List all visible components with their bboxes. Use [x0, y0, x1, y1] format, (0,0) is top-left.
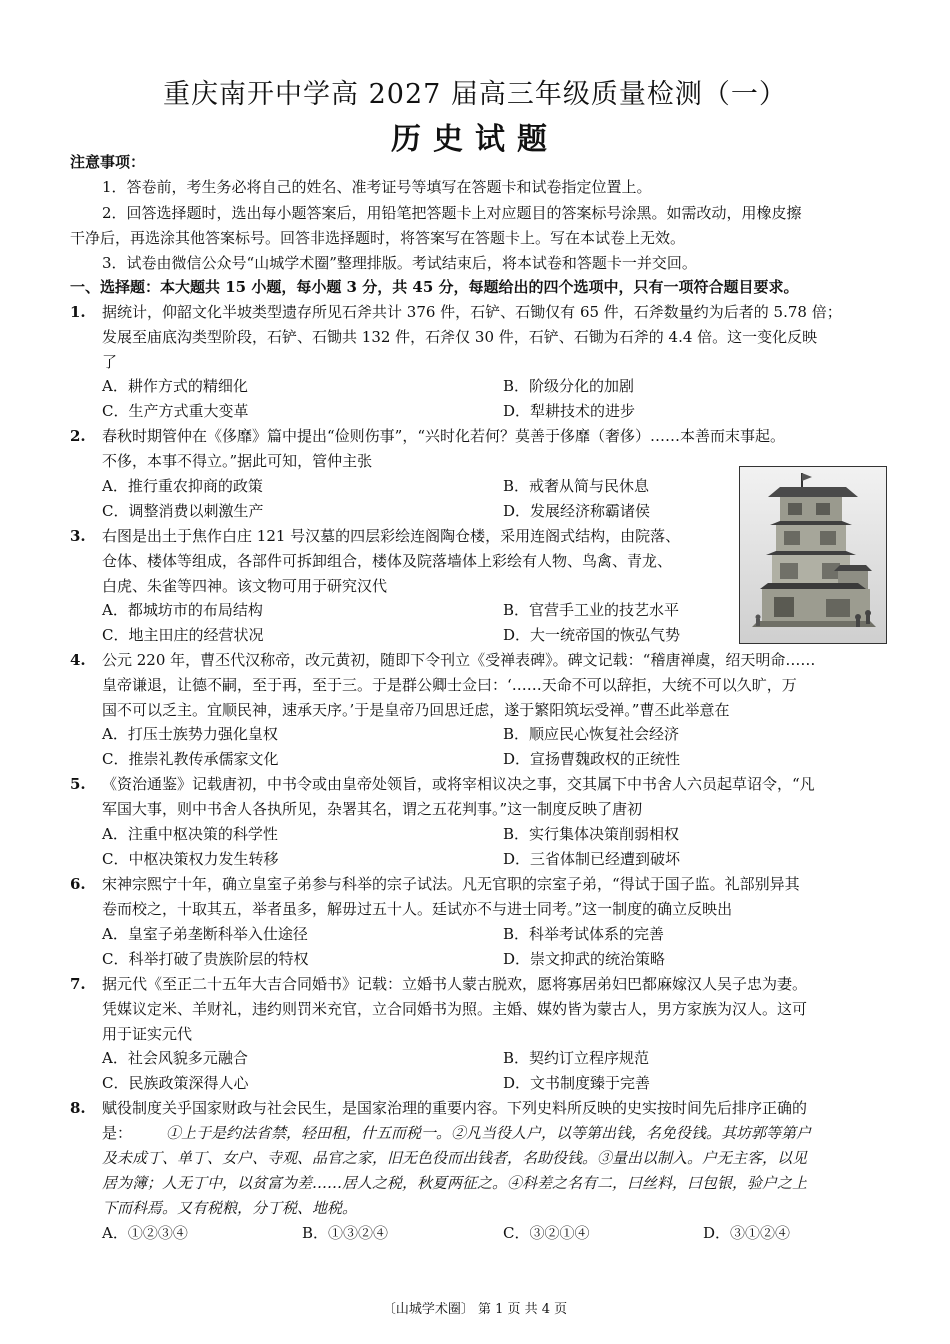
question-8-option-d: D．③①②④: [703, 1224, 791, 1242]
notice-heading: 注意事项：: [70, 153, 146, 171]
question-1-option-c: C．生产方式重大变革: [102, 402, 249, 420]
question-7-number: 7.: [70, 975, 86, 993]
page-footer: 〔山城学术圈〕 第 1 页 共 4 页: [382, 1302, 568, 1317]
question-7-text-1: 据元代《至正二十五年大吉合同婚书》记载：立婚书人蒙古脱欢，愿将寡居弟妇巴都麻嫁汉人吴子忠为妻。: [102, 975, 808, 993]
question-7-option-b: B．契约订立程序规范: [503, 1049, 650, 1067]
question-6-text-2: 卷而校之，十取其五，举者虽多，解毋过五十人。廷试亦不与进士同考。”这一制度的确立反映出: [102, 900, 733, 918]
question-1-text-1: 据统计，仰韶文化半坡类型遗存所见石斧共计 376 件，石铲、石锄仅有 65 件，石斧数量约为后者的 5.78 倍；: [102, 303, 842, 321]
question-1-option-d: D．犁耕技术的进步: [503, 402, 636, 420]
exam-title: 重庆南开中学高 2027 届高三年级质量检测（一）: [163, 79, 787, 110]
question-5-text-2: 军国大事，则中书舍人各执所见，杂署其名，谓之五花判事。”这一制度反映了唐初: [102, 800, 643, 818]
question-8-source-text-4: 下而科焉。又有税粮，分丁税、地税。: [102, 1199, 358, 1217]
exam-subject: 历史试题: [391, 122, 559, 157]
question-2-text-2: 不侈，本事不得立。”据此可知，管仲主张: [102, 452, 373, 470]
question-6-option-a: A．皇室子弟垄断科举入仕途径: [102, 925, 308, 943]
question-6-option-b: B．科举考试体系的完善: [503, 925, 665, 943]
question-8-number: 8.: [70, 1099, 86, 1117]
question-8-source-text-1: ①上于是约法省禁，轻田租，什五而税一。②凡当役人户，以等第出钱，名免役钱。其坊郭等第户: [166, 1124, 812, 1142]
question-1-text-3: 了: [102, 353, 118, 371]
question-1-option-b: B．阶级分化的加剧: [503, 377, 635, 395]
question-8-option-c: C．③②①④: [503, 1224, 590, 1242]
question-4-option-c: C．推崇礼教传承儒家文化: [102, 750, 279, 768]
question-4-text-1: 公元 220 年，曹丕代汉称帝，改元黄初，随即下令刊立《受禅表碑》。碑文记载：“稽唐禅虞，绍天明命……: [102, 651, 816, 669]
notice-line-1: 1．答卷前，考生务必将自己的姓名、准考证号等填写在答题卡和试卷指定位置上。: [102, 178, 652, 196]
question-3-text-3: 白虎、朱雀等四神。该文物可用于研究汉代: [102, 577, 388, 595]
question-8-source-text-3: 居为簿；人无丁中，以贫富为差……居人之税，秋夏两征之。④科差之名有二，曰丝料，曰包银，验户之上: [102, 1174, 808, 1192]
question-2-option-c: C．调整消费以刺激生产: [102, 502, 264, 520]
question-8-option-b: B．①③②④: [302, 1224, 389, 1242]
question-8-text-1: 赋役制度关乎国家财政与社会民生，是国家治理的重要内容。下列史料所反映的史实按时间先后排序正确的: [102, 1099, 808, 1117]
question-4-text-2: 皇帝谦退，让德不嗣，至于再，至于三。于是群公卿士佥曰：‘……天命不可以辞拒，大统不可以久旷，万: [102, 676, 797, 694]
question-1-number: 1.: [70, 303, 86, 321]
question-4-text-3: 国不可以乏主。宜顺民神，速承天序。’于是皇帝乃回思迁虑，遂于繁阳筑坛受禅。”曹丕此举意在: [102, 701, 730, 719]
question-3-number: 3.: [70, 527, 86, 545]
question-3-option-d: D．大一统帝国的恢弘气势: [503, 626, 681, 644]
question-2-text-1: 春秋时期管仲在《侈靡》篇中提出“俭则伤事”，“兴时化若何？莫善于侈靡（奢侈）……本善而末事起。: [102, 427, 786, 445]
question-1-option-a: A．耕作方式的精细化: [102, 377, 248, 395]
question-5-option-b: B．实行集体决策削弱相权: [503, 825, 680, 843]
question-7-option-c: C．民族政策深得人心: [102, 1074, 249, 1092]
question-7-option-a: A．社会风貌多元融合: [102, 1049, 248, 1067]
notice-line-2a: 2．回答选择题时，选出每小题答案后，用铅笔把答题卡上对应题目的答案标号涂黑。如需改动，用橡皮擦: [102, 204, 802, 222]
question-3-text-2: 仓体、楼体等组成，各部件可拆卸组合，楼体及院落墙体上彩绘有人物、鸟禽、青龙、: [102, 552, 673, 570]
question-2-option-d: D．发展经济称霸诸侯: [503, 502, 651, 520]
question-4-number: 4.: [70, 651, 86, 669]
question-7-text-3: 用于证实元代: [102, 1025, 193, 1043]
question-7-option-d: D．文书制度臻于完善: [503, 1074, 651, 1092]
section-heading: 一、选择题：本大题共 15 小题，每小题 3 分，共 45 分，每题给出的四个选项中，只有一项符合题目要求。: [70, 278, 799, 296]
question-4-option-b: B．顺应民心恢复社会经济: [503, 725, 680, 743]
question-5-option-c: C．中枢决策权力发生转移: [102, 850, 279, 868]
question-2-option-b: B．戒奢从简与民休息: [503, 477, 650, 495]
question-8-text-2a: 是：: [102, 1124, 133, 1142]
question-4-option-d: D．宣扬曹魏政权的正统性: [503, 750, 681, 768]
question-6-option-d: D．崇文抑武的统治策略: [503, 950, 666, 968]
notice-line-2b: 干净后，再选涂其他答案标号。回答非选择题时，将答案写在答题卡上。写在本试卷上无效。: [70, 229, 686, 247]
question-8-source-text-2: 及未成丁、单丁、女户、寺观、品官之家，旧无色役而出钱者，名助役钱。③量出以制入。户无主客，以见: [102, 1149, 808, 1167]
question-6-text-1: 宋神宗熙宁十年，确立皇室子弟参与科举的宗子试法。凡无官职的宗室子弟，“得试于国子监。礼部别异其: [102, 875, 800, 893]
question-4-option-a: A．打压士族势力强化皇权: [102, 725, 278, 743]
question-7-text-2: 凭媒议定米、羊财礼，违约则罚米充官，立合同婚书为照。主婚、媒妁皆为蒙古人，男方家族为汉人。这可: [102, 1000, 808, 1018]
question-6-number: 6.: [70, 875, 86, 893]
question-3-option-b: B．官营手工业的技艺水平: [503, 601, 680, 619]
pottery-granary-tower-image: [739, 466, 887, 644]
question-6-option-c: C．科举打破了贵族阶层的特权: [102, 950, 309, 968]
question-8-option-a: A．①②③④: [102, 1224, 188, 1242]
question-5-option-d: D．三省体制已经遭到破坏: [503, 850, 681, 868]
question-2-option-a: A．推行重农抑商的政策: [102, 477, 263, 495]
question-5-number: 5.: [70, 775, 86, 793]
question-5-text-1: 《资治通鉴》记载唐初，中书令或由皇帝处领旨，或将宰相议决之事，交其属下中书舍人六员起草诏令，“凡: [102, 775, 815, 793]
question-3-option-a: A．都城坊市的布局结构: [102, 601, 263, 619]
question-1-text-2: 发展至庙底沟类型阶段，石铲、石锄共 132 件，石斧仅 30 件，石铲、石锄为石斧的 4.4 倍。这一变化反映: [102, 328, 818, 346]
question-2-number: 2.: [70, 427, 86, 445]
question-3-text-1: 右图是出土于焦作白庄 121 号汉墓的四层彩绘连阁陶仓楼，采用连阁式结构，由院落、: [102, 527, 681, 545]
question-3-option-c: C．地主田庄的经营状况: [102, 626, 264, 644]
question-5-option-a: A．注重中枢决策的科学性: [102, 825, 278, 843]
notice-line-3: 3．试卷由微信公众号“山城学术圈”整理排版。考试结束后，将本试卷和答题卡一并交回。: [102, 254, 697, 272]
